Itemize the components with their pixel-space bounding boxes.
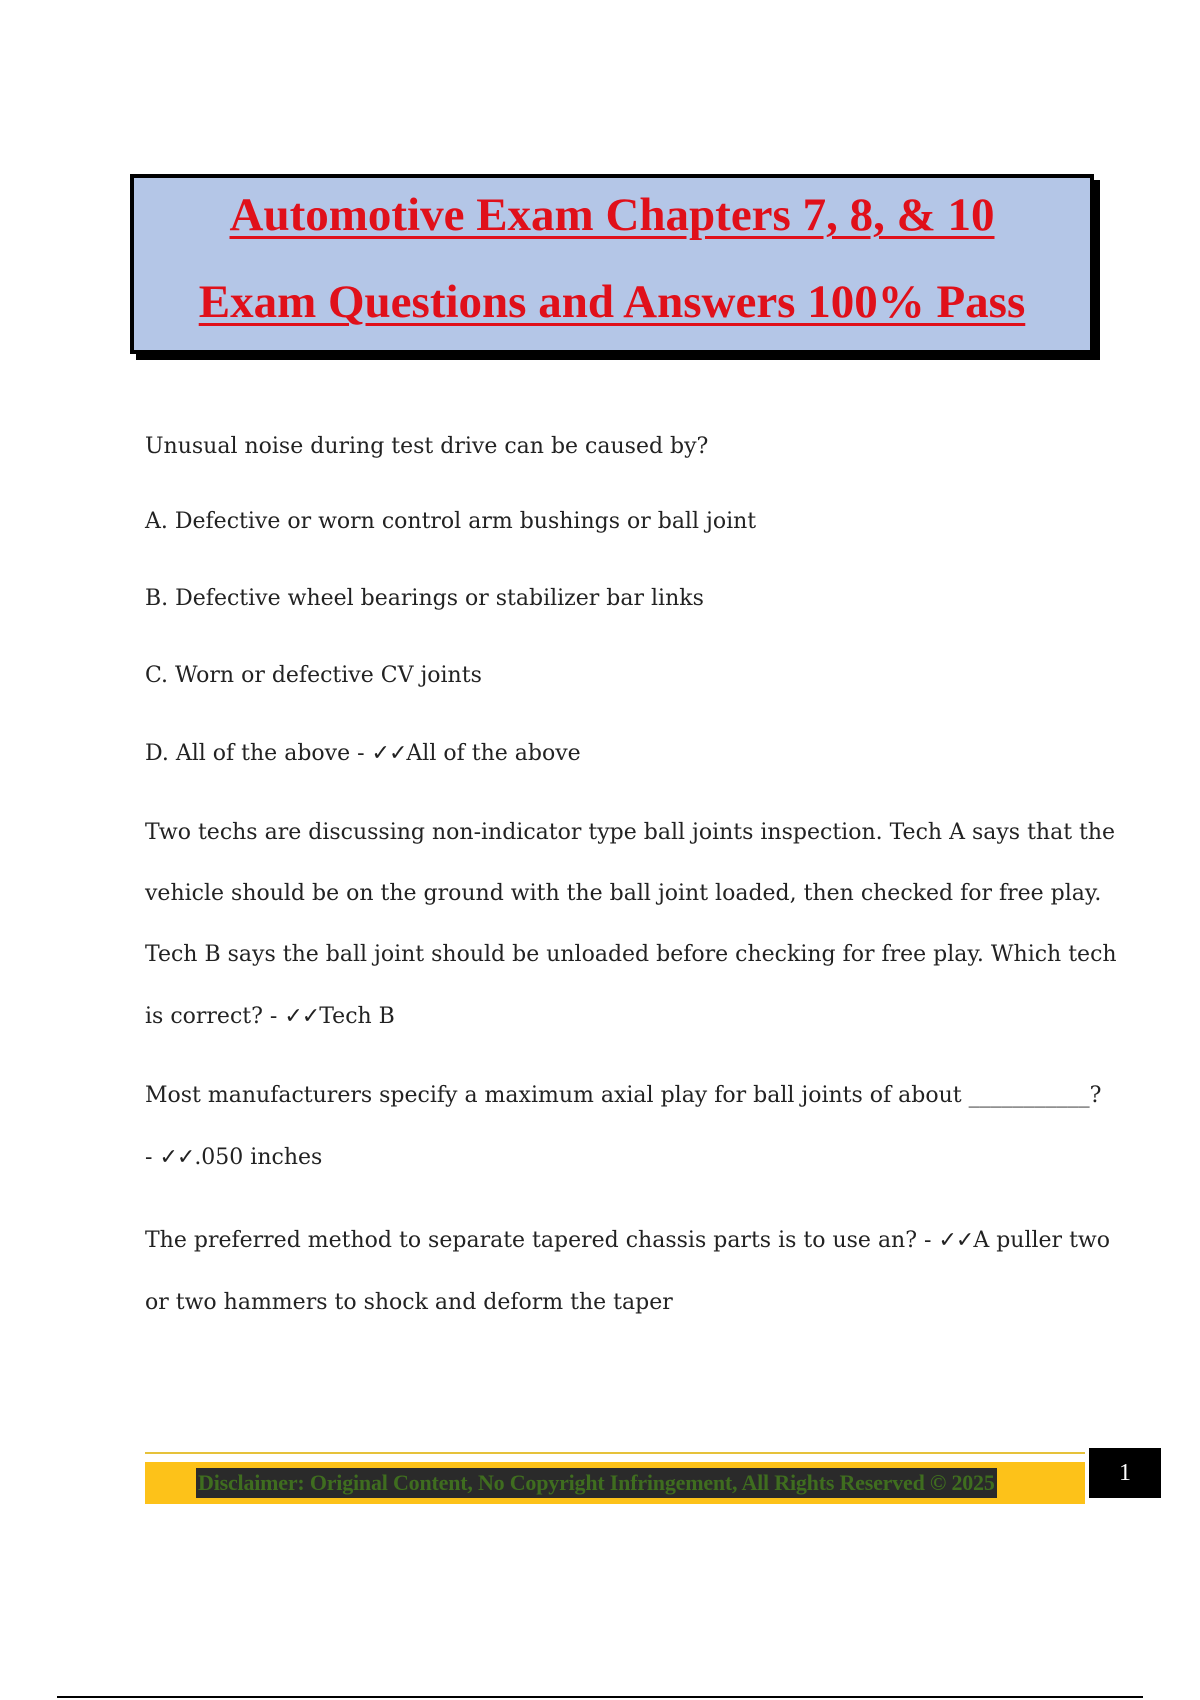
answer-text: Tech B [319,1004,395,1029]
document-title-line-2: Exam Questions and Answers 100% Pass [198,276,1026,328]
check-icon: ✓✓ [938,1228,974,1253]
question-text: Unusual noise during test drive can be caused by? [145,434,709,459]
document-title-line-1: Automotive Exam Chapters 7, 8, & 10 [229,189,995,241]
question-text: The preferred method to separate tapered chassis parts is to use an? - [145,1228,939,1253]
answer-text: .050 inches [194,1145,323,1170]
check-icon: ✓✓ [159,1145,195,1170]
title-box [130,174,1094,354]
check-icon: ✓✓ [284,1004,320,1029]
question-text: Tech B says the ball joint should be unloaded before checking for free play. Which tech [145,942,1117,967]
answer-text: A puller two [973,1228,1110,1253]
question-text: vehicle should be on the ground with the ball joint loaded, then checked for free play. [145,881,1102,906]
answer-text-continued: or two hammers to shock and deform the taper [145,1290,673,1315]
question-text: is correct? - [145,1004,285,1029]
question-text: - [145,1145,160,1170]
answer-option-with-answer [145,739,581,769]
answer-option: B. Defective wheel bearings or stabilizer bar links [145,586,704,611]
question-with-answer [145,1226,1110,1256]
page-bottom-rule [57,1696,1143,1698]
disclaimer-text: Disclaimer: Original Content, No Copyright Infringement, All Rights Reserved © 2025 [196,1468,997,1498]
answer-option: C. Worn or defective CV joints [145,663,482,688]
question-with-answer [145,1002,395,1032]
question-text: Two techs are discussing non-indicator type ball joints inspection. Tech A says that the [145,820,1116,845]
check-icon: ✓✓ [371,741,407,766]
page-number: 1 [1089,1448,1161,1498]
answer-option: A. Defective or worn control arm bushings or ball joint [145,509,757,534]
question-text: Most manufacturers specify a maximum axial play for ball joints of about ___________? [145,1083,1102,1108]
question-with-answer [145,1143,322,1173]
footer-divider [145,1452,1085,1454]
answer-option: D. All of the above - [145,741,372,766]
answer-text: All of the above [406,741,581,766]
